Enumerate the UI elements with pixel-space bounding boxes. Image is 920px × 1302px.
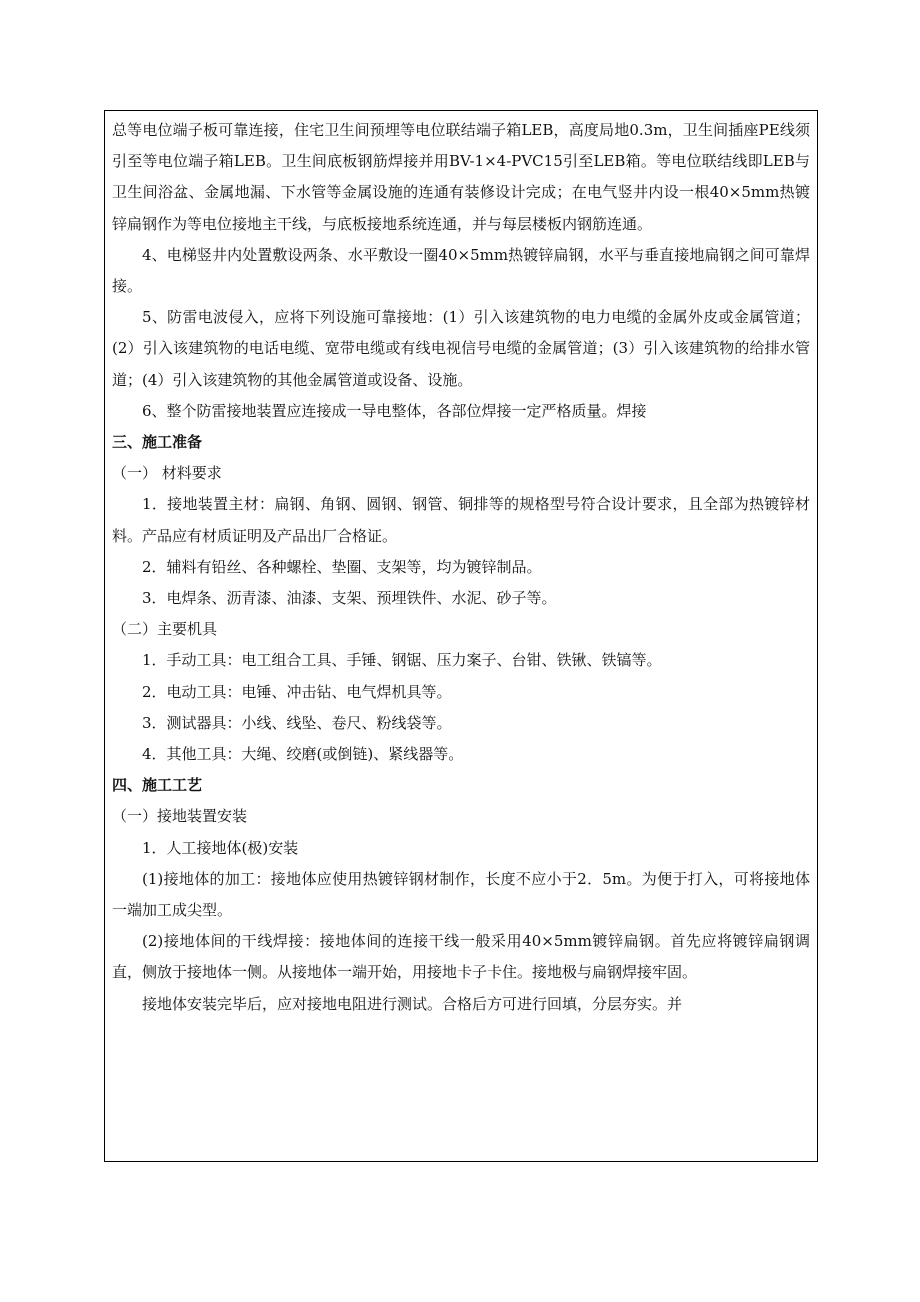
paragraph: 3．测试器具：小线、线坠、卷尺、粉线袋等。 (142, 713, 452, 732)
paragraph: 接地体安装完毕后，应对接地电阻进行测试。合格后方可进行回填，分层夯实。并 (142, 994, 683, 1013)
paragraph: （一） 材料要求 (112, 464, 222, 483)
section-heading: 四、施工工艺 (112, 776, 203, 795)
document-body (105, 115, 817, 1020)
paragraph: 5、防雷电波侵入，应将下列设施可靠接地：(1）引入该建筑物的电力电缆的金属外皮或金属管道；(2）引入该建筑物的电话电缆、宽带电缆或有线电视信号电缆的金属管道；(3）引入该建筑物的给排水管道；(4）引入该建筑物的其他金属管道或设备、设施。 (112, 308, 810, 389)
paragraph: 3．电焊条、沥青漆、油漆、支架、预埋铁件、水泥、砂子等。 (142, 589, 557, 608)
paragraph: （一）接地装置安装 (112, 807, 248, 826)
paragraph: 1．人工接地体(极)安装 (142, 838, 299, 857)
document-frame (104, 110, 818, 1162)
paragraph: （二）主要机具 (112, 620, 218, 639)
paragraph: 1．接地装置主材：扁钢、角钢、圆钢、钢管、铜排等的规格型号符合设计要求，且全部为热镀锌材料。产品应有材质证明及产品出厂合格证。 (112, 495, 810, 545)
paragraph: 2．电动工具：电锤、冲击钻、电气焊机具等。 (142, 682, 452, 701)
paragraph: 1．手动工具：电工组合工具、手锤、钢锯、压力案子、台钳、铁锹、铁镐等。 (142, 651, 662, 670)
section-heading: 三、施工准备 (112, 433, 203, 452)
paragraph: (1)接地体的加工：接地体应使用热镀锌钢材制作，长度不应小于2．5m。为便于打入，可将接地体一端加工成尖型。 (112, 869, 810, 920)
paragraph: 4、电梯竖井内处置敷设两条、水平敷设一圈40×5mm热镀锌扁钢，水平与垂直接地扁钢之间可靠焊接。 (112, 245, 810, 296)
paragraph: 总等电位端子板可靠连接，住宅卫生间预埋等电位联结端子箱LEB，高度局地0.3m，卫生间插座PE线须引至等电位端子箱LEB。卫生间底板钢筋焊接并用BV-1×4-PVC15引至LEB箱。等电位联结线即LEB与卫生间浴盆、金属地漏、下水管等金属设施的连通有装修设计完成；在电气竖井内设一根40×5mm热镀锌扁钢作为等电位接地主干线，与底板接地系统连通，并与每层楼板内钢筋连通。 (112, 121, 810, 233)
paragraph: 6、整个防雷接地装置应连接成一导电整体，各部位焊接一定严格质量。焊接 (142, 401, 647, 420)
paragraph: (2)接地体间的干线焊接：接地体间的连接干线一般采用40×5mm镀锌扁钢。首先应将镀锌扁钢调直，侧放于接地体一侧。从接地体一端开始，用接地卡子卡住。接地极与扁钢焊接牢固。 (112, 932, 810, 982)
paragraph: 2．辅料有铅丝、各种螺栓、垫圈、支架等，均为镀锌制品。 (142, 557, 542, 576)
paragraph: 4．其他工具：大绳、绞磨(或倒链)、紧线器等。 (142, 745, 464, 764)
